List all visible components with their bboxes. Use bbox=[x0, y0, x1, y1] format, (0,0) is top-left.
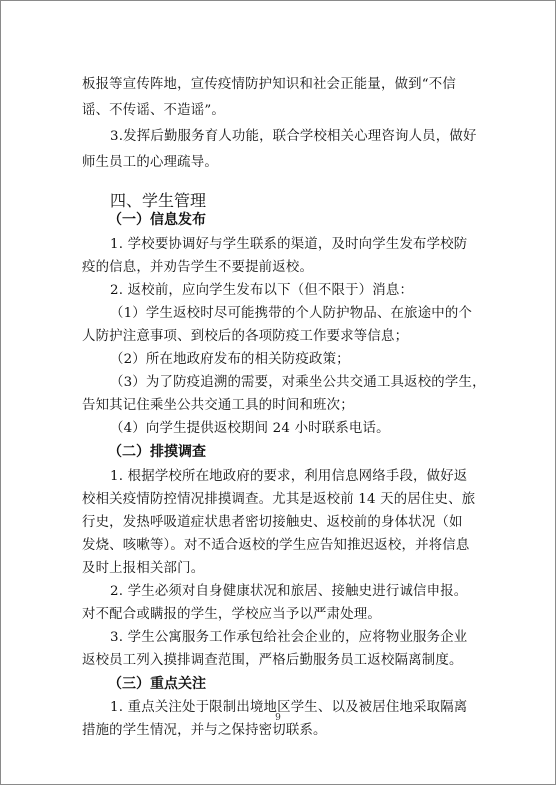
paragraph-line: 人防护注意事项、到校后的各项防疫工作要求等信息； bbox=[82, 329, 409, 344]
paragraph-line: 告知其记住乘坐公共交通工具的时间和班次； bbox=[82, 398, 354, 413]
paragraph-line: 返校员工列入摸排调查范围，严格后勤服务员工返校隔离制度。 bbox=[82, 653, 463, 668]
paragraph-line: 2. 学生必须对自身健康状况和旅居、接触史进行诚信申报。 bbox=[110, 584, 468, 599]
paragraph-line: 1. 学校要协调好与学生联系的渠道，及时向学生发布学校防 bbox=[110, 237, 468, 252]
paragraph-line: 3. 学生公寓服务工作承包给社会企业的，应将物业服务企业 bbox=[110, 630, 468, 645]
paragraph-line: 谣、不传谣、不造谣”。 bbox=[82, 103, 225, 118]
paragraph-line: （2）所在地政府发布的相关防疫政策； bbox=[110, 352, 350, 367]
paragraph-line: （4）向学生提供返校期间 24 小时联系电话。 bbox=[110, 421, 390, 436]
paragraph-line: 校相关疫情防控情况排摸调查。尤其是返校前 14 天的居住史、旅 bbox=[82, 492, 476, 507]
paragraph-line: 及时上报相关部门。 bbox=[82, 561, 205, 576]
paragraph-line: 发烧、咳嗽等）。对不适合返校的学生应告知推迟返校，并将信息 bbox=[82, 538, 470, 553]
paragraph-line: 1. 重点关注处于限制出境地区学生、以及被居住地采取隔离 bbox=[110, 700, 468, 715]
paragraph-line: 1. 根据学校所在地政府的要求，利用信息网络手段，做好返 bbox=[110, 469, 468, 484]
paragraph-line: 措施的学生情况，并与之保持密切联系。 bbox=[82, 723, 327, 738]
subsection-heading: （三）重点关注 bbox=[108, 676, 206, 692]
subsection-heading: （一）信息发布 bbox=[108, 212, 206, 228]
paragraph-line: 疫的信息，并劝告学生不要提前返校。 bbox=[82, 260, 314, 275]
paragraph-line: 对不配合或瞒报的学生，学校应当予以严肃处理。 bbox=[82, 607, 381, 622]
paragraph-line: 板报等宣传阵地，宣传疫情防护知识和社会正能量，做到“不信 bbox=[82, 77, 456, 92]
page-number: 9 bbox=[275, 713, 281, 723]
paragraph-line: 3.发挥后勤服务育人功能，联合学校相关心理咨询人员，做好 bbox=[110, 129, 477, 144]
paragraph-line: （1）学生返校时尽可能携带的个人防护物品、在旅途中的个 bbox=[110, 306, 473, 321]
subsection-heading: （二）排摸调查 bbox=[108, 444, 206, 460]
paragraph-line: 行史，发热呼吸道症状患者密切接触史、返校前的身体状况（如 bbox=[82, 515, 463, 530]
section-heading: 四、学生管理 bbox=[110, 191, 207, 210]
paragraph-line: （3）为了防疫追溯的需要，对乘坐公共交通工具返校的学生， bbox=[110, 375, 486, 390]
paragraph-line: 师生员工的心理疏导。 bbox=[82, 155, 218, 170]
paragraph-line: 2. 返校前，应向学生发布以下（但不限于）消息： bbox=[110, 283, 414, 298]
